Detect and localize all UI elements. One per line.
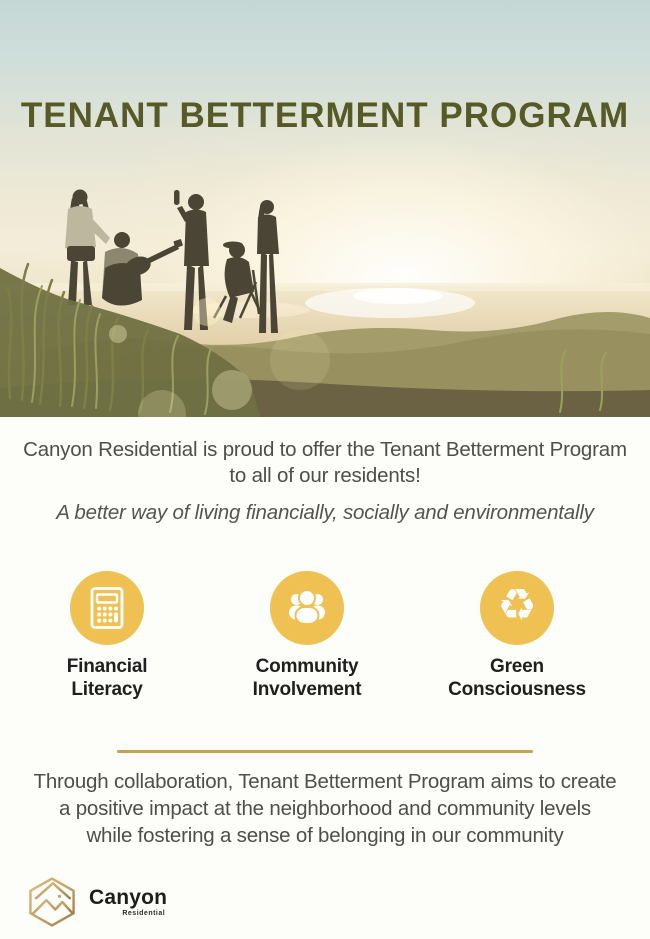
- logo-name: Canyon: [89, 886, 168, 909]
- feature-label-line2: Consciousness: [448, 679, 586, 700]
- community-people-icon: [283, 584, 331, 632]
- canyon-residential-logo: [22, 871, 167, 933]
- gold-circle: [480, 571, 554, 645]
- calculator-icon: [84, 585, 130, 631]
- logo-text: [89, 887, 167, 917]
- feature-label-line1: Green: [490, 656, 544, 677]
- gold-divider: [117, 750, 533, 753]
- intro-line-1: Canyon Residential is proud to offer the Tenant Betterment Program: [23, 438, 627, 461]
- feature-green-consciousness: [432, 571, 602, 701]
- feature-label: [448, 655, 586, 701]
- gold-circle: [70, 571, 144, 645]
- features-row: [0, 571, 650, 701]
- recycle-icon: ♻: [497, 580, 537, 631]
- intro-text: [0, 437, 650, 489]
- canyon-hexagon-house-icon: [22, 871, 82, 933]
- feature-label-line2: Involvement: [252, 679, 362, 700]
- closing-line-1: Through collaboration, Tenant Betterment Program aims to create: [33, 770, 617, 793]
- feature-label-line1: Financial: [66, 656, 148, 677]
- feature-label-line1: Community: [255, 656, 359, 677]
- hero-photo: [0, 0, 650, 417]
- page-title: TENANT BETTERMENT PROGRAM: [20, 96, 630, 135]
- feature-financial-literacy: [32, 571, 182, 701]
- closing-text: [0, 768, 650, 849]
- tagline: A better way of living financially, socially and environmentally: [56, 501, 594, 524]
- feature-label: [67, 655, 148, 701]
- logo-subtext: Residential: [122, 910, 166, 917]
- closing-line-2: a positive impact at the neighborhood and community levels: [59, 797, 591, 820]
- closing-line-3: while fostering a sense of belonging in our community: [86, 824, 564, 847]
- feature-community-involvement: [222, 571, 392, 701]
- gold-circle: [270, 571, 344, 645]
- feature-label: [253, 655, 362, 701]
- feature-label-line2: Literacy: [71, 679, 143, 700]
- beach-sunset-scene: [0, 0, 650, 417]
- intro-line-2: to all of our residents!: [229, 464, 421, 487]
